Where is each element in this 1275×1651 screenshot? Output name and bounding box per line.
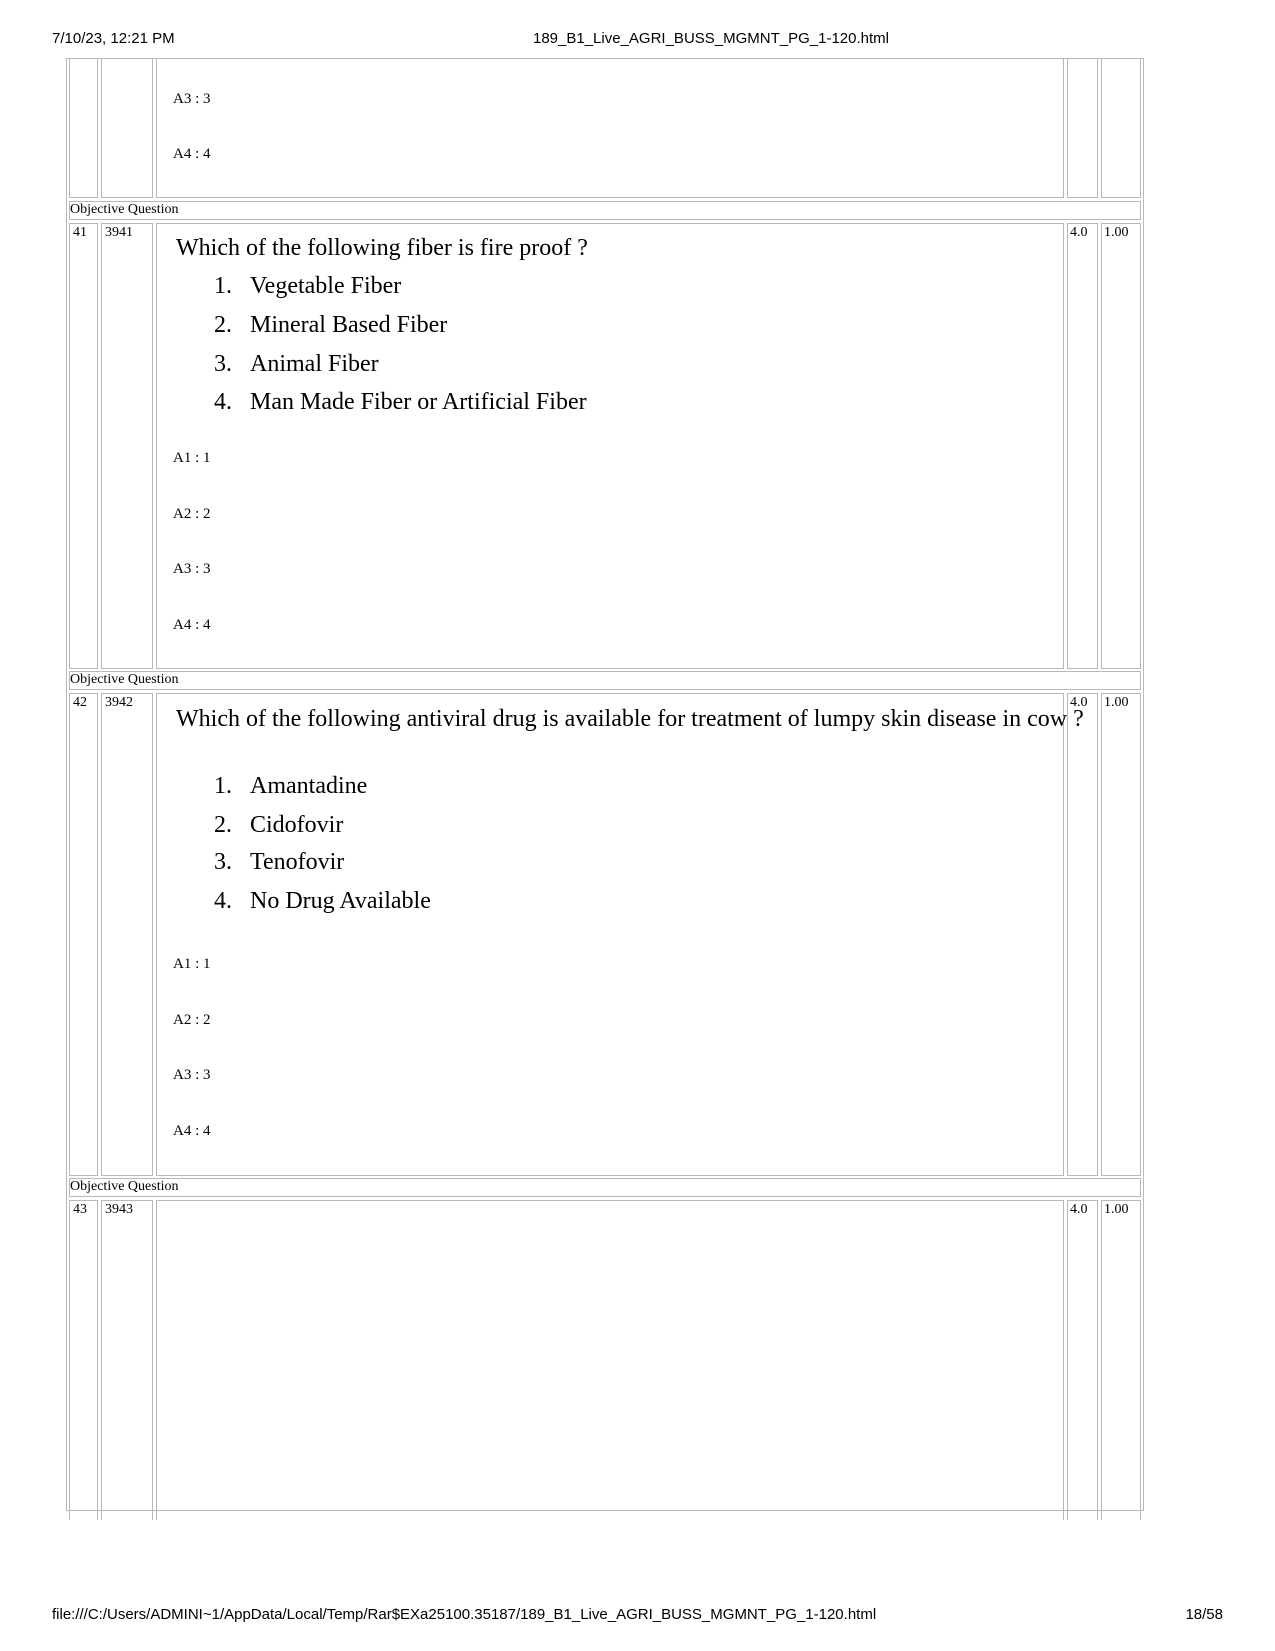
- question-serial: 42: [73, 695, 87, 710]
- question-id: 3942: [105, 695, 133, 710]
- option-item: [214, 847, 344, 877]
- option-item: [214, 810, 343, 840]
- answer-line: A3 : 3: [173, 91, 211, 107]
- option-item: [214, 349, 379, 379]
- negative-marks-value: 1.00: [1104, 1202, 1129, 1217]
- question-id: 3943: [105, 1202, 133, 1217]
- option-text: Man Made Fiber or Artificial Fiber: [250, 389, 587, 415]
- answer-line: A1 : 1: [173, 956, 211, 972]
- sno-cell: [69, 693, 98, 1176]
- prev-sno-cell: [69, 58, 98, 198]
- sno-cell: [69, 1200, 98, 1520]
- marks-cell: [1067, 1200, 1098, 1520]
- print-file-path: file:///C:/Users/ADMINI~1/AppData/Local/Temp/Rar$EXa25100.35187/189_B1_Live_AGRI_BUSS_MGMNT_PG_1-120.html: [52, 1606, 877, 1623]
- answer-line: A4 : 4: [173, 146, 211, 162]
- question-serial: 43: [73, 1202, 87, 1217]
- question-id: 3941: [105, 225, 133, 240]
- negative-marks-cell: [1101, 693, 1141, 1176]
- option-item: [214, 387, 587, 417]
- option-item: [214, 771, 367, 801]
- answer-line: A3 : 3: [173, 1067, 211, 1083]
- answer-line: A4 : 4: [173, 1123, 211, 1139]
- qid-cell: [101, 1200, 153, 1520]
- negative-marks-cell: [1101, 1200, 1141, 1520]
- answer-line: A2 : 2: [173, 1012, 211, 1028]
- print-title: 189_B1_Live_AGRI_BUSS_MGMNT_PG_1-120.html: [533, 30, 890, 47]
- marks-cell: [1067, 223, 1098, 669]
- print-page-number: 18/58: [1185, 1606, 1223, 1623]
- option-number: 4.: [214, 888, 232, 914]
- option-number: 2.: [214, 312, 232, 338]
- question-type-row: [69, 671, 1141, 690]
- option-number: 1.: [214, 773, 232, 799]
- question-serial: 41: [73, 225, 87, 240]
- answer-line: A3 : 3: [173, 561, 211, 577]
- option-text: Cidofovir: [250, 812, 344, 838]
- answer-line: A4 : 4: [173, 617, 211, 633]
- qid-cell: [101, 693, 153, 1176]
- question-type-label: Objective Question: [70, 1179, 179, 1194]
- question-type-row: [69, 1178, 1141, 1197]
- question-type-row: [69, 201, 1141, 220]
- option-item: [214, 271, 401, 301]
- option-item: [214, 886, 431, 916]
- prev-marks-cell: [1067, 58, 1098, 198]
- answer-line: A1 : 1: [173, 450, 211, 466]
- option-number: 3.: [214, 849, 232, 875]
- marks-value: 4.0: [1070, 225, 1088, 240]
- marks-value: 4.0: [1070, 1202, 1088, 1217]
- question-body-cell: [156, 693, 1064, 1176]
- sno-cell: [69, 223, 98, 669]
- option-number: 2.: [214, 812, 232, 838]
- option-text: No Drug Available: [250, 888, 431, 914]
- question-text: Which of the following antiviral drug is available for treatment of lumpy skin disease in cow ?: [176, 706, 1084, 732]
- negative-marks-value: 1.00: [1104, 225, 1129, 240]
- negative-marks-value: 1.00: [1104, 695, 1129, 710]
- option-text: Mineral Based Fiber: [250, 312, 448, 338]
- option-number: 3.: [214, 351, 232, 377]
- option-text: Amantadine: [250, 773, 368, 799]
- negative-marks-cell: [1101, 223, 1141, 669]
- question-type-label: Objective Question: [70, 672, 179, 687]
- answer-line: A2 : 2: [173, 506, 211, 522]
- question-text: Which of the following fiber is fire proof ?: [176, 235, 588, 261]
- option-number: 4.: [214, 389, 232, 415]
- marks-cell: [1067, 693, 1098, 1176]
- qid-cell: [101, 223, 153, 669]
- question-type-label: Objective Question: [70, 202, 179, 217]
- option-text: Tenofovir: [250, 849, 345, 875]
- option-item: [214, 310, 447, 340]
- prev-negative-cell: [1101, 58, 1141, 198]
- prev-body-cell: [156, 58, 1064, 198]
- option-text: Vegetable Fiber: [250, 273, 402, 299]
- question-body-cell: [156, 1200, 1064, 1520]
- option-number: 1.: [214, 273, 232, 299]
- print-datetime: 7/10/23, 12:21 PM: [52, 30, 175, 47]
- prev-qid-cell: [101, 58, 153, 198]
- option-text: Animal Fiber: [250, 351, 379, 377]
- marks-value: 4.0: [1070, 695, 1088, 710]
